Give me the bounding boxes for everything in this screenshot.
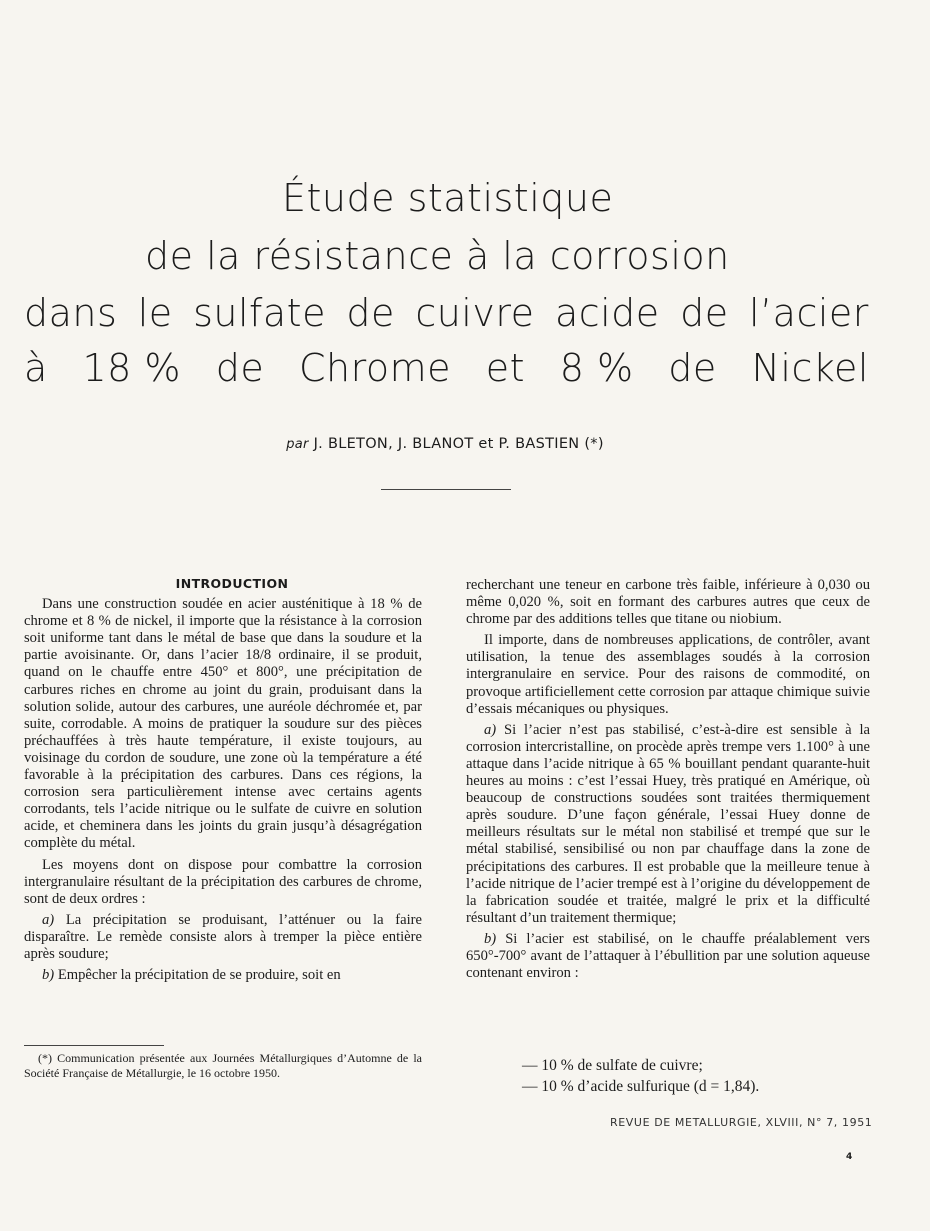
journal-reference: REVUE DE METALLURGIE, XLVIII, N° 7, 1951 <box>610 1116 873 1129</box>
item-label: a) <box>484 721 497 738</box>
title-line-3 <box>24 291 869 335</box>
byline-par: par <box>286 437 309 452</box>
title-word: de <box>680 291 729 335</box>
paragraph: recherchant une teneur en carbone très faible, inférieure à 0,030 ou même 0,020 %, soit en formant des carbures autres que ceux de chrome par des additions telles que titane ou niobium. <box>466 577 870 628</box>
left-column <box>24 575 422 988</box>
title-word: de <box>215 346 265 390</box>
title-word: et <box>485 346 525 390</box>
list-item: — 10 % de sulfate de cuivre; <box>522 1057 703 1074</box>
title-word: de <box>668 346 717 390</box>
title-line-2: de la résistance à la corrosion <box>145 234 730 278</box>
title-word: acide <box>554 291 660 335</box>
footnote-divider <box>24 1045 164 1046</box>
footnote: (*) Communication présentée aux Journées Métallurgiques d’Automne de la Société Française de Métallurgie, le 16 octobre 1950. <box>24 1051 422 1080</box>
title-word: Chrome <box>298 346 452 390</box>
item-label: a) <box>42 911 55 928</box>
page-number: 4 <box>846 1152 853 1162</box>
item-text: Empêcher la précipitation de se produire, soit en <box>57 967 341 984</box>
byline <box>0 436 890 452</box>
title-word: Nickel <box>751 346 869 390</box>
title-word: dans <box>24 291 118 335</box>
item-label: b) <box>484 930 497 947</box>
title-word: à <box>24 346 48 390</box>
item-label: b) <box>42 967 55 984</box>
title-word: de <box>346 291 395 335</box>
section-heading: INTRODUCTION <box>175 576 289 591</box>
item-text: Si l’acier est stabilisé, on le chauffe préalablement vers 650°-700° avant de l’attaquer à l’ébullition par une solution aqueuse contenant environ : <box>466 930 870 982</box>
paragraph: Les moyens dont on dispose pour combattre la corrosion intergranulaire résultant de la précipitation des carbures de chrome, sont de deux ordres : <box>24 856 422 907</box>
title-word: 18 % <box>82 346 182 390</box>
title-divider <box>381 489 511 490</box>
paragraph: Il importe, dans de nombreuses applications, de contrôler, avant utilisation, la tenue des assemblages soudés à la corrosion intergranulaire en service. Pour des raisons de commodité, on provoque artificiellement cette corrosion par attaque chimique suivie d’essais mécaniques ou physiques. <box>466 632 870 717</box>
title-word: cuivre <box>415 291 535 335</box>
paragraph <box>24 967 422 984</box>
title-word: 8 % <box>559 346 634 390</box>
solution-list <box>522 1055 759 1097</box>
right-column <box>466 577 870 986</box>
title-word: l’acier <box>749 291 869 335</box>
item-text: Si l’acier n’est pas stabilisé, c’est-à-dire est sensible à la corrosion intercristalline, on procède après trempe vers 1.100° à une attaque dans l’acide nitrique à 65 % bouillant pendant quarante-huit heures au moins : c’est l’essai Huey, très pratiqué en Amérique, où beaucoup de constructions soudées sont traitées thermiquement après soudure. D’une façon générale, l’essai Huey donne de meilleurs résultats sur le métal non stabilisé et trempé que sur le métal stabilisé, sensibilisé ou non par chauffage dans la zone de précipitations des carbures. Il est probable que la meilleure tenue à l’acide nitrique de l’acier trempé est à l’origine du développement de la fabrication soudée et traitée, malgré le prix et la difficulté résultant d’un traitement thermique; <box>466 721 870 926</box>
title-line-4 <box>24 346 869 390</box>
item-text: La précipitation se produisant, l’atténuer ou la faire disparaître. Le remède consiste alors à tremper la pièce entière après soudure; <box>24 911 422 962</box>
title-word: le <box>137 291 173 335</box>
title-line-1: Étude statistique <box>282 176 614 220</box>
title-word: sulfate <box>193 291 326 335</box>
paragraph <box>466 931 870 982</box>
paragraph <box>466 722 870 927</box>
list-item: — 10 % d’acide sulfurique (d = 1,84). <box>522 1078 760 1095</box>
byline-authors: J. BLETON, J. BLANOT et P. BASTIEN (*) <box>313 436 604 452</box>
paragraph: Dans une construction soudée en acier austénitique à 18 % de chrome et 8 % de nickel, il importe que la résistance à la corrosion soit uniforme tant dans le métal de base que dans la soudure et la partie avoisinante. Or, dans l’acier 18/8 ordinaire, il se produit, quand on le chauffe entre 450° et 800°, une précipitation de carbures riches en chrome au joint du grain, produisant dans la solution solide, autour des carbures, une auréole déchromée et, par suite, corrodable. A moins de pratiquer la soudure sur des pièces préchauffées à très haute température, il existe toujours, au voisinage du cordon de soudure, une zone où la température a été favorable à la précipitation des carbures. Dans ces régions, la corrosion sera particulièrement intense avec certains agents corrodants, tels l’acide nitrique ou le sulfate de cuivre en solution acide, et cheminera dans les joints du grain jusqu’à désagrégation complète du métal. <box>24 596 422 852</box>
paragraph <box>24 912 422 963</box>
